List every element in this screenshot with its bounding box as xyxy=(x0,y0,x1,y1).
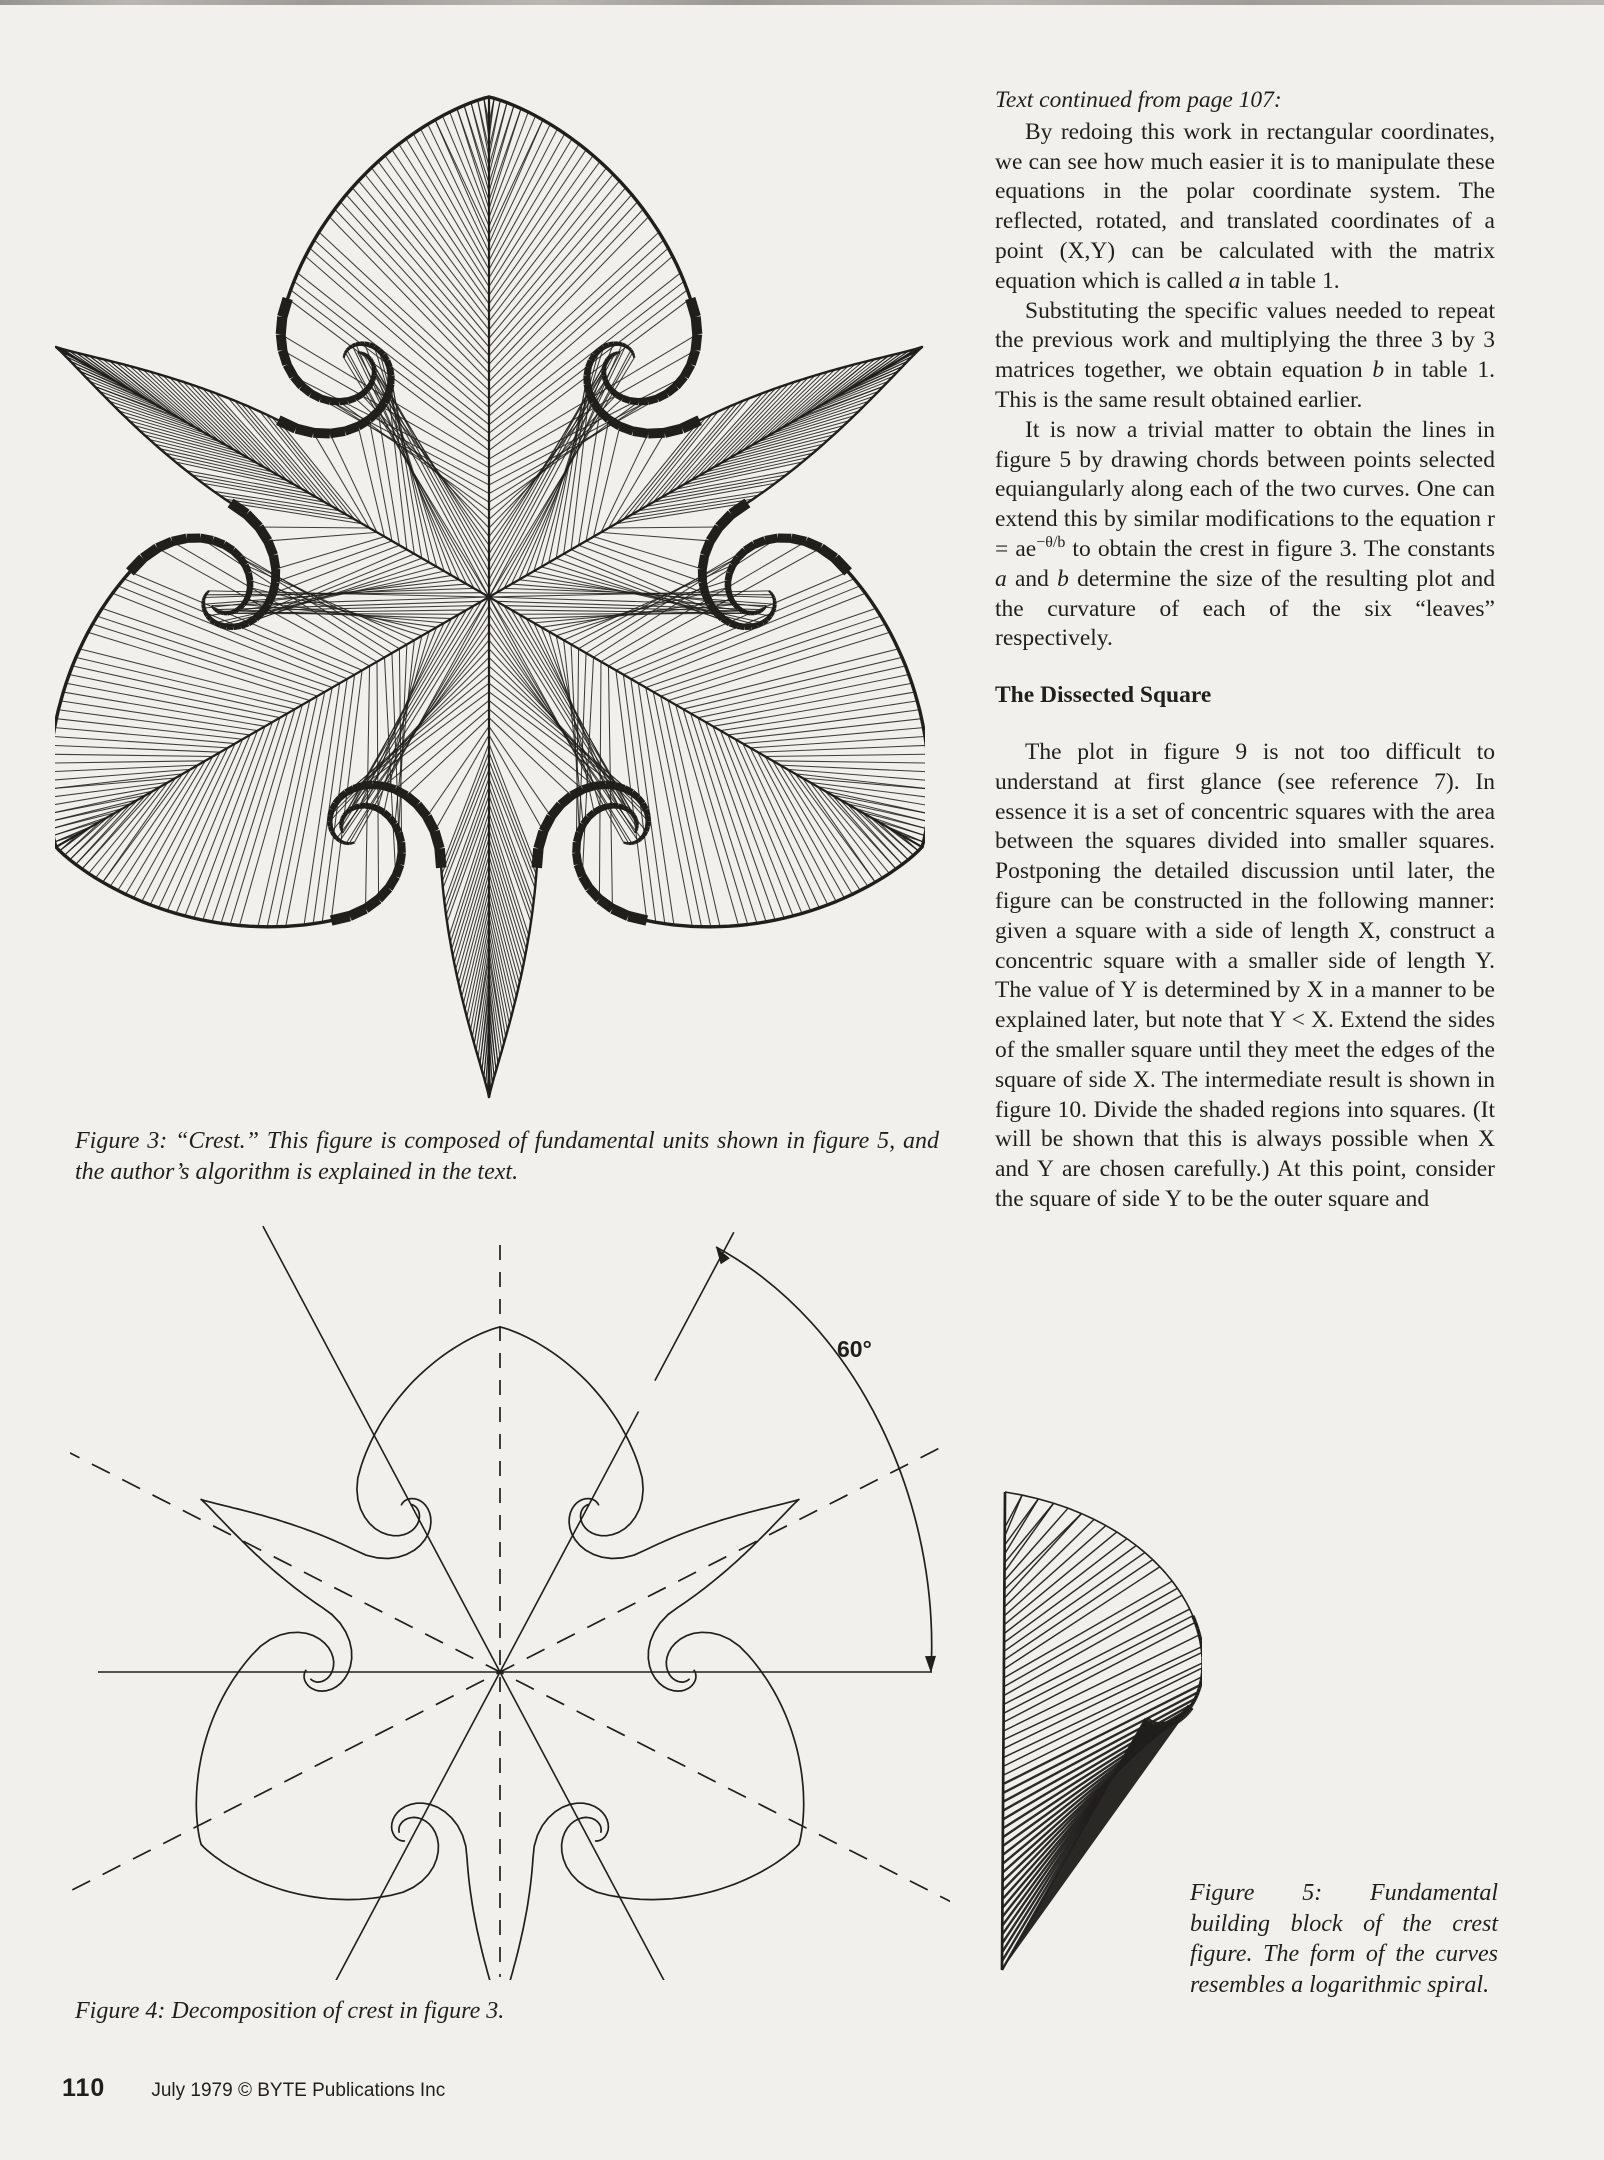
angle-label: 60° xyxy=(837,1336,872,1362)
footer-credit: July 1979 © BYTE Publications Inc xyxy=(151,2080,446,2101)
figure4-caption: Figure 4: Decomposition of crest in figure 3. xyxy=(75,1998,505,2024)
paragraph: By redoing this work in rectangular coordinates, we can see how much easier it is to manipulate these equations in the polar coordinate system. The reflected, rotated, and translated coordinates of a point (X,Y) can be calculated with the matrix equation which is called a in table 1. xyxy=(995,118,1495,294)
figure3-caption: Figure 3: “Crest.” This figure is composed of fundamental units shown in figure 5, and the author’s algorithm is explained in the text. xyxy=(75,1128,939,1185)
page-footer xyxy=(62,2074,445,2103)
paragraph: The plot in figure 9 is not too difficult to understand at first glance (see reference 7). In essence it is a set of concentric squares with the area between the squares divided into smaller squares. Postponing the detailed discussion until later, the figure can be constructed in the following manner: given a square with a side of length X, construct a concentric square with a smaller side of length Y. The value of Y is determined by X in a manner to be explained later, but note that Y < X. Extend the sides of the smaller square until they meet the edges of the square of side X. The intermediate result is shown in figure 10. Divide the shaded regions into squares. (It will be shown that this is always possible when X and Y are chosen carefully.) At this point, consider the square of side Y to be the outer square and xyxy=(995,738,1495,1212)
page-number: 110 xyxy=(62,2074,106,2102)
figure3-crest-svg xyxy=(55,80,925,1125)
figure3-crest-plot xyxy=(55,80,925,1125)
continued-note: Text continued from page 107: xyxy=(995,87,1282,113)
paragraph: Substituting the specific values needed to repeat the previous work and multiplying the three 3 by 3 matrices together, we obtain equation b in table 1. This is the same result obtained earlier. xyxy=(995,297,1495,413)
figure5-caption: Figure 5: Fundamental building block of the crest figure. The form of the curves resembles a logarithmic spiral. xyxy=(1190,1880,1498,1998)
article-paragraphs-2 xyxy=(995,738,1495,1215)
text-column xyxy=(995,86,1495,1215)
figure5-building-block-plot xyxy=(972,1462,1202,2007)
figure5-building-block-svg xyxy=(972,1462,1202,2007)
figure4-decomposition-drawing xyxy=(70,1205,950,1980)
figure4-decomposition-svg xyxy=(70,1205,950,1980)
paragraph: It is now a trivial matter to obtain the lines in figure 5 by drawing chords between points selected equiangularly along each of the two curves. One can extend this by similar modifications to the equation $r = ae^{-\theta/b}$ to obtain the crest in figure 3. The constants a and b determine the size of the resulting plot and the curvature of each of the six “leaves” respectively. xyxy=(995,416,1495,652)
section-heading: The Dissected Square xyxy=(995,682,1212,709)
scan-edge-artifact xyxy=(0,0,1604,5)
article-paragraphs xyxy=(995,118,1495,654)
